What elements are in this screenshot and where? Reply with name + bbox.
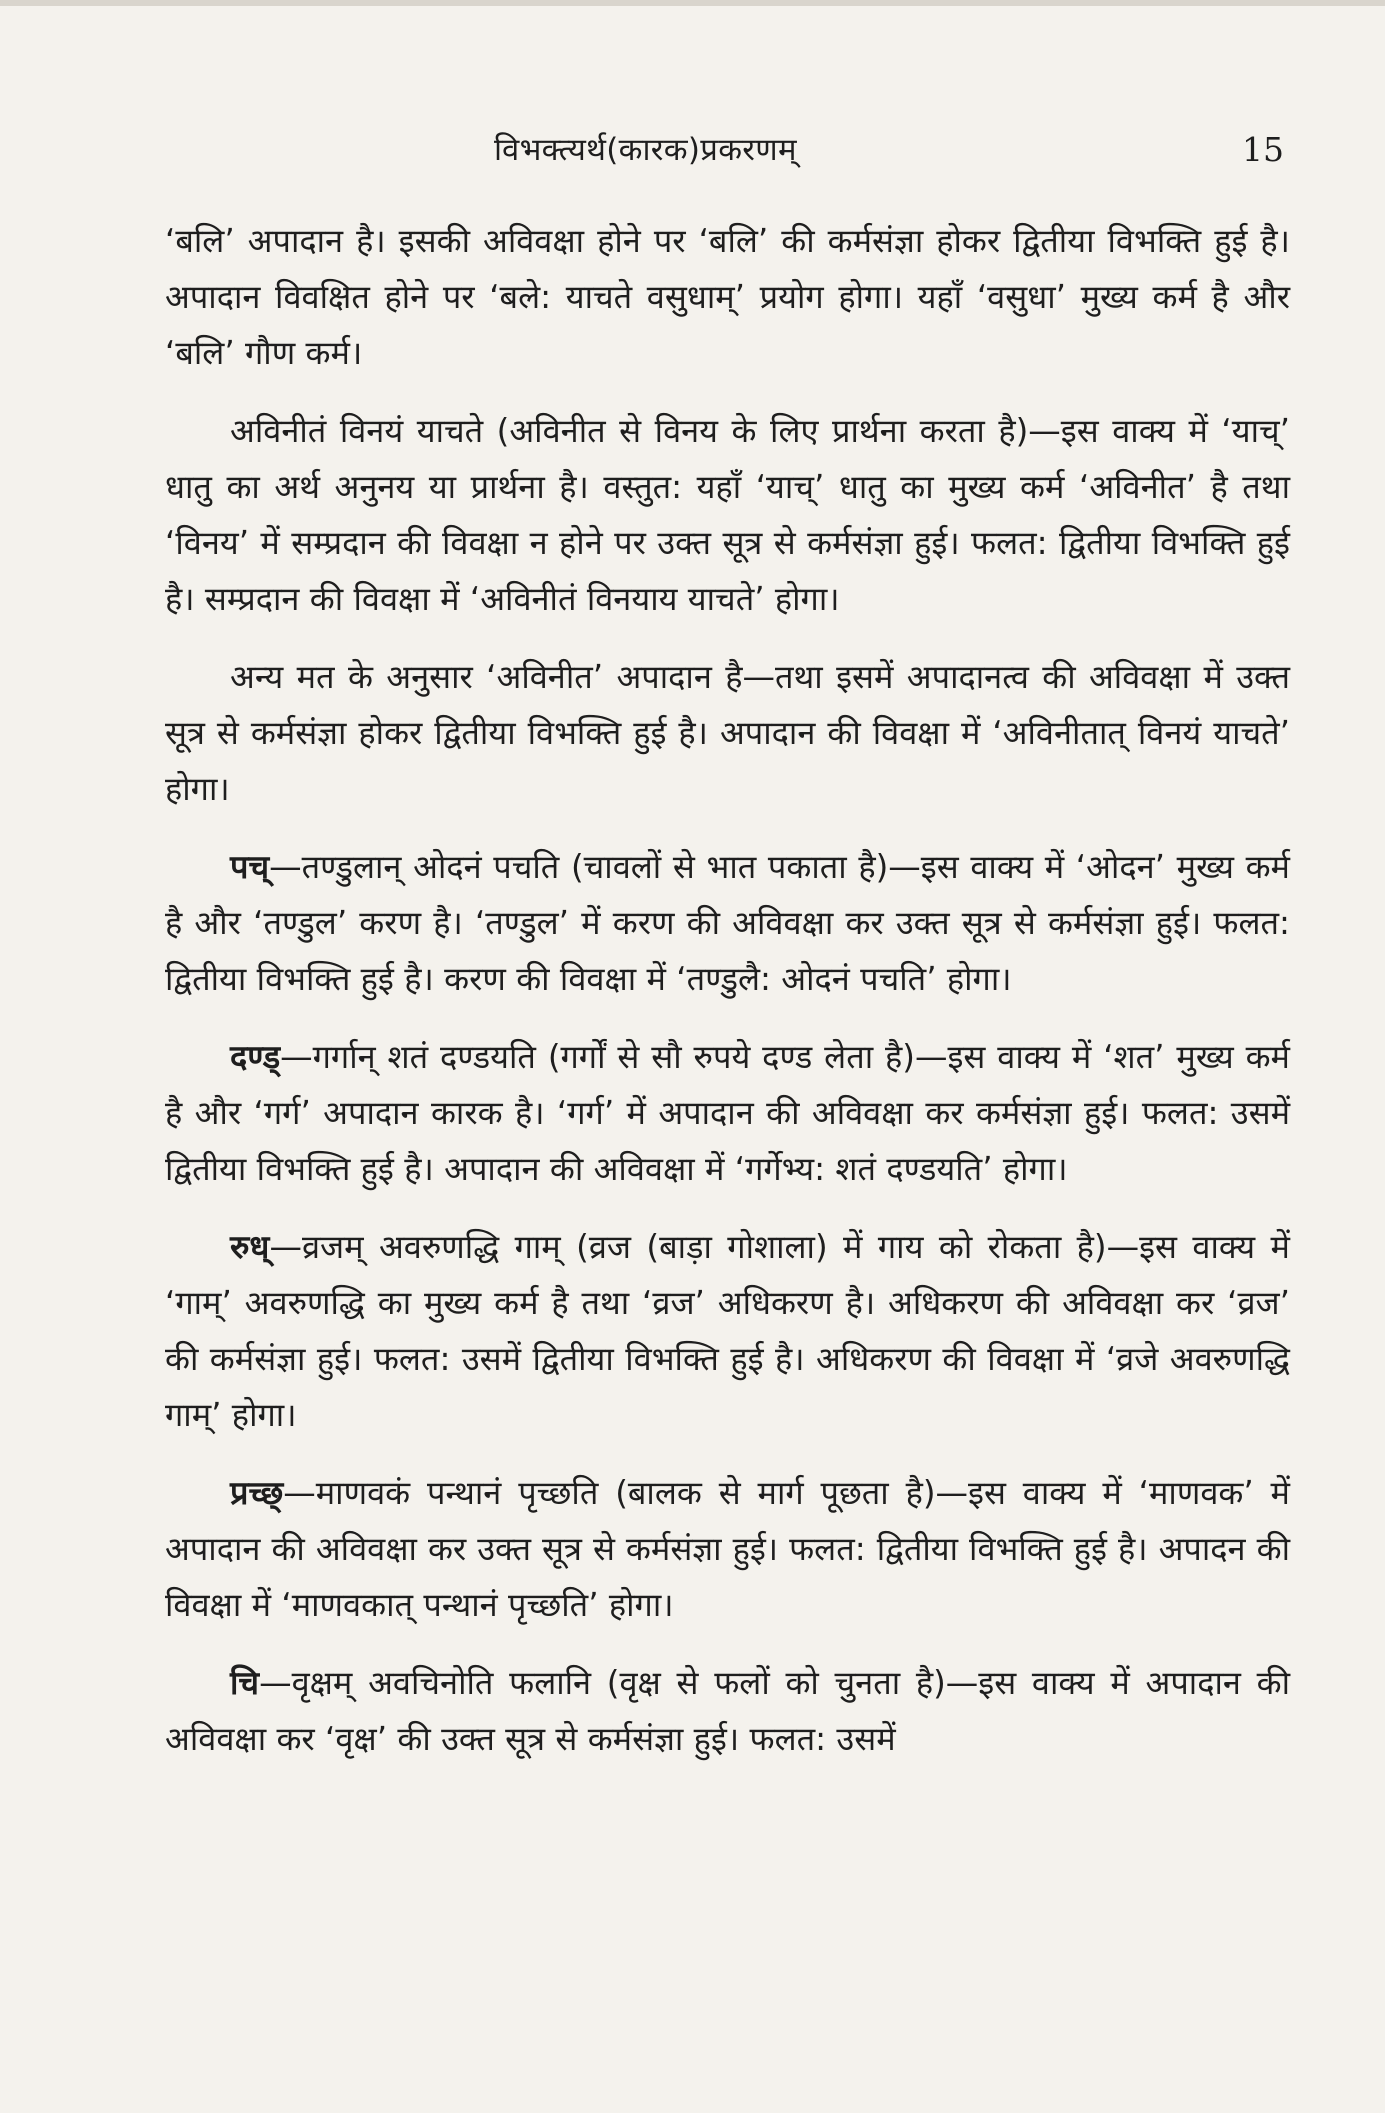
paragraph-term: प्रच्छ् bbox=[230, 1474, 284, 1512]
paragraph-text: —व्रजम् अवरुणद्धि गाम् (व्रज (बाड़ा गोशाला) में गाय को रोकता है)—इस वाक्य में ‘गाम्’ अवरुणद्धि का मुख्य कर्म है तथा ‘व्रज’ अधिकरण है। अधिकरण की अविवक्षा कर ‘व्रज’ की कर्मसंज्ञा हुई। फलत: उसमें द्वितीया विभक्ति हुई है। अधिकरण की विवक्षा में ‘व्रजे अवरुणद्धि गाम्’ होगा। bbox=[165, 1228, 1290, 1434]
paragraph-text: —माणवकं पन्थानं पृच्छति (बालक से मार्ग पूछता है)—इस वाक्य में ‘माणवक’ में अपादान की अविवक्षा कर उक्त सूत्र से कर्मसंज्ञा हुई। फलत: द्वितीया विभक्ति हुई है। अपादन की विवक्षा में ‘माणवकात् पन्थानं पृच्छति’ होगा। bbox=[165, 1474, 1290, 1624]
paragraph bbox=[165, 213, 1290, 381]
paragraph bbox=[165, 1655, 1290, 1767]
paragraph-text: अन्य मत के अनुसार ‘अविनीत’ अपादान है—तथा इसमें अपादानत्व की अविवक्षा में उक्त सूत्र से कर्मसंज्ञा होकर द्वितीया विभक्ति हुई है। अपादान की विवक्षा में ‘अविनीतात् विनयं याचते’ होगा। bbox=[165, 658, 1290, 808]
paragraph-text: —गर्गान् शतं दण्डयति (गर्गों से सौ रुपये दण्ड लेता है)—इस वाक्य में ‘शत’ मुख्य कर्म है और ‘गर्ग’ अपादान कारक है। ‘गर्ग’ में अपादान की अविवक्षा कर कर्मसंज्ञा हुई। फलत: उसमें द्वितीया विभक्ति हुई है। अपादान की अविवक्षा में ‘गर्गेभ्य: शतं दण्डयति’ होगा। bbox=[165, 1038, 1290, 1188]
paragraph-term: पच् bbox=[230, 848, 270, 886]
paragraph-text: —तण्डुलान् ओदनं पचति (चावलों से भात पकाता है)—इस वाक्य में ‘ओदन’ मुख्य कर्म है और ‘तण्डुल’ करण है। ‘तण्डुल’ में करण की अविवक्षा कर उक्त सूत्र से कर्मसंज्ञा हुई। फलत: द्वितीया विभक्ति हुई है। करण की विवक्षा में ‘तण्डुलै: ओदनं पचति’ होगा। bbox=[165, 848, 1290, 998]
paragraph-term: दण्ड् bbox=[230, 1038, 281, 1076]
running-title: विभक्त्यर्थ(कारक)प्रकरणम् bbox=[494, 132, 797, 168]
paragraph-term: रुध् bbox=[230, 1228, 270, 1266]
paragraph bbox=[165, 1219, 1290, 1443]
paragraph-text: ‘बलि’ अपादान है। इसकी अविवक्षा होने पर ‘बलि’ की कर्मसंज्ञा होकर द्वितीया विभक्ति हुई है। अपादान विवक्षित होने पर ‘बले: याचते वसुधाम्’ प्रयोग होगा। यहाँ ‘वसुधा’ मुख्य कर्म है और ‘बलि’ गौण कर्म। bbox=[165, 222, 1290, 372]
paragraph-term: चि bbox=[230, 1664, 260, 1702]
page-number: 15 bbox=[1242, 130, 1284, 169]
paragraph-text: —वृक्षम् अवचिनोति फलानि (वृक्ष से फलों को चुनता है)—इस वाक्य में अपादान की अविवक्षा कर ‘वृक्ष’ की उक्त सूत्र से कर्मसंज्ञा हुई। फलत: उसमें bbox=[165, 1664, 1290, 1758]
page-body bbox=[165, 213, 1290, 1789]
page-header bbox=[0, 128, 1385, 178]
paragraph bbox=[165, 403, 1290, 627]
paragraph-text: अविनीतं विनयं याचते (अविनीत से विनय के लिए प्रार्थना करता है)—इस वाक्य में ‘याच्’ धातु का अर्थ अनुनय या प्रार्थना है। वस्तुत: यहाँ ‘याच्’ धातु का मुख्य कर्म ‘अविनीत’ है तथा ‘विनय’ में सम्प्रदान की विवक्षा न होने पर उक्त सूत्र से कर्मसंज्ञा हुई। फलत: द्वितीया विभक्ति हुई है। सम्प्रदान की विवक्षा में ‘अविनीतं विनयाय याचते’ होगा। bbox=[165, 412, 1290, 618]
paragraph bbox=[165, 1465, 1290, 1633]
paragraph bbox=[165, 1029, 1290, 1197]
paragraph bbox=[165, 649, 1290, 817]
paragraph bbox=[165, 839, 1290, 1007]
page-top-edge bbox=[0, 0, 1385, 6]
